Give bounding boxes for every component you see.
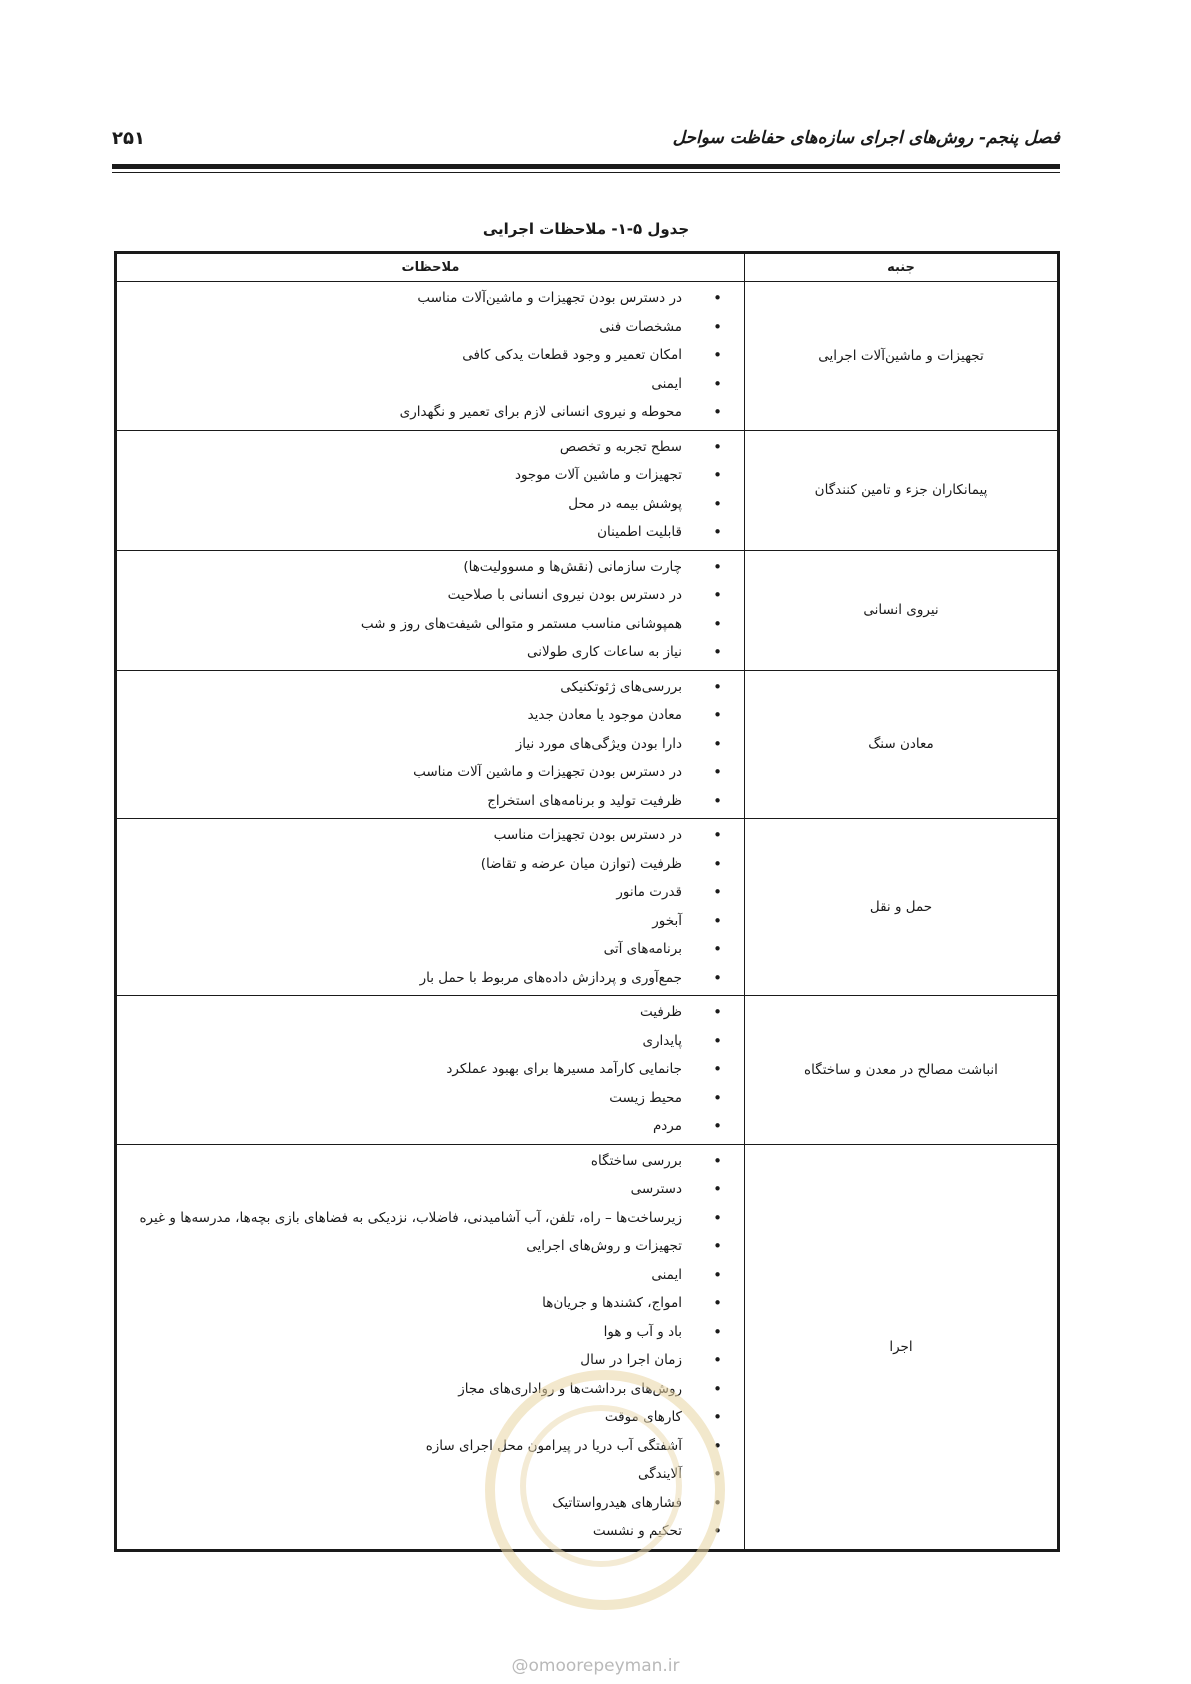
list-item: • پوشش بیمه در محل — [117, 490, 744, 519]
notes-cell — [116, 430, 745, 550]
notes-cell — [116, 282, 745, 431]
list-item: • دارا بودن ویژگی‌های مورد نیاز — [117, 730, 744, 759]
notes-cell — [116, 550, 745, 670]
list-item: • کارهای موقت — [117, 1403, 744, 1432]
list-item: • آبخور — [117, 907, 744, 936]
aspect-cell: پیمانکاران جزء و تامین کنندگان — [745, 430, 1059, 550]
list-item: • در دسترس بودن تجهیزات و ماشین آلات مناسب — [117, 758, 744, 787]
list-item: • تحکیم و نشست — [117, 1517, 744, 1546]
column-header-notes: ملاحظات — [116, 253, 745, 282]
header-rule-thick — [112, 164, 1060, 169]
list-item: • ظرفیت (توازن میان عرضه و تقاضا) — [117, 850, 744, 879]
aspect-cell: حمل و نقل — [745, 819, 1059, 996]
list-item: • تجهیزات و ماشین آلات موجود — [117, 461, 744, 490]
notes-list — [117, 433, 744, 547]
table-row — [116, 550, 1059, 670]
notes-list — [117, 553, 744, 667]
list-item: • سطح تجربه و تخصص — [117, 433, 744, 462]
list-item: • ایمنی — [117, 370, 744, 399]
notes-cell — [116, 996, 745, 1145]
notes-list — [117, 998, 744, 1141]
list-item: • محیط زیست — [117, 1084, 744, 1113]
page-header — [112, 128, 1060, 162]
website-watermark — [0, 1656, 1191, 1676]
list-item: • چارت سازمانی (نقش‌ها و مسوولیت‌ها) — [117, 553, 744, 582]
list-item: • معادن موجود یا معادن جدید — [117, 701, 744, 730]
list-item: • دسترسی — [117, 1175, 744, 1204]
aspect-cell: نیروی انسانی — [745, 550, 1059, 670]
list-item: • فشارهای هیدرواستاتیک — [117, 1489, 744, 1518]
table-row — [116, 430, 1059, 550]
website-text: omoorepeyman.ir — [528, 1656, 680, 1676]
list-item: • مردم — [117, 1112, 744, 1141]
list-item: • باد و آب و هوا — [117, 1318, 744, 1347]
list-item: • بررسی ساختگاه — [117, 1147, 744, 1176]
page-number: ۲۵۱ — [112, 128, 145, 149]
list-item: • تجهیزات و روش‌های اجرایی — [117, 1232, 744, 1261]
notes-list — [117, 284, 744, 427]
list-item: • جمع‌آوری و پردازش داده‌های مربوط با حمل بار — [117, 964, 744, 993]
list-item: • روش‌های برداشت‌ها و رواداری‌های مجاز — [117, 1375, 744, 1404]
at-icon: @ — [511, 1656, 529, 1676]
watermark-seal — [485, 1370, 725, 1610]
list-item: • قدرت مانور — [117, 878, 744, 907]
list-item: • همپوشانی مناسب مستمر و متوالی شیفت‌های روز و شب — [117, 610, 744, 639]
aspect-cell: تجهیزات و ماشین‌آلات اجرایی — [745, 282, 1059, 431]
list-item: • پایداری — [117, 1027, 744, 1056]
aspect-cell: انباشت مصالح در معدن و ساختگاه — [745, 996, 1059, 1145]
table-row — [116, 996, 1059, 1145]
list-item: • امواج، کشندها و جریان‌ها — [117, 1289, 744, 1318]
list-item: • بررسی‌های ژئوتکنیکی — [117, 673, 744, 702]
considerations-table — [114, 251, 1060, 1552]
list-item: • آشفتگی آب دریا در پیرامون محل اجرای سازه — [117, 1432, 744, 1461]
table-row — [116, 670, 1059, 819]
header-rule-thin — [112, 172, 1060, 173]
list-item: • آلایندگی — [117, 1460, 744, 1489]
list-item: • ظرفیت تولید و برنامه‌های استخراج — [117, 787, 744, 816]
table-caption: جدول ۵-۱- ملاحظات اجرایی — [482, 220, 690, 238]
list-item: • در دسترس بودن نیروی انسانی با صلاحیت — [117, 581, 744, 610]
list-item: • زیرساخت‌ها – راه، تلفن، آب آشامیدنی، فاضلاب، نزدیکی به فضاهای بازی بچه‌ها، مدرسه‌ها و غیره — [117, 1204, 744, 1233]
notes-list — [117, 821, 744, 992]
notes-cell — [116, 670, 745, 819]
list-item: • امکان تعمیر و وجود قطعات یدکی کافی — [117, 341, 744, 370]
list-item: • برنامه‌های آتی — [117, 935, 744, 964]
column-header-aspect: جنبه — [745, 253, 1059, 282]
list-item: • نیاز به ساعات کاری طولانی — [117, 638, 744, 667]
notes-list — [117, 673, 744, 816]
list-item: • زمان اجرا در سال — [117, 1346, 744, 1375]
aspect-cell: اجرا — [745, 1144, 1059, 1550]
list-item: • قابلیت اطمینان — [117, 518, 744, 547]
list-item: • جانمایی کارآمد مسیرها برای بهبود عملکرد — [117, 1055, 744, 1084]
chapter-title: فصل پنجم- روش‌های اجرای سازه‌های حفاظت سواحل — [672, 128, 1060, 148]
table-header-row — [116, 253, 1059, 282]
aspect-cell: معادن سنگ — [745, 670, 1059, 819]
list-item: • مشخصات فنی — [117, 313, 744, 342]
list-item: • ظرفیت — [117, 998, 744, 1027]
list-item: • در دسترس بودن تجهیزات و ماشین‌آلات مناسب — [117, 284, 744, 313]
table-row — [116, 819, 1059, 996]
list-item: • در دسترس بودن تجهیزات مناسب — [117, 821, 744, 850]
list-item: • ایمنی — [117, 1261, 744, 1290]
table-row — [116, 282, 1059, 431]
list-item: • محوطه و نیروی انسانی لازم برای تعمیر و نگهداری — [117, 398, 744, 427]
notes-cell — [116, 819, 745, 996]
